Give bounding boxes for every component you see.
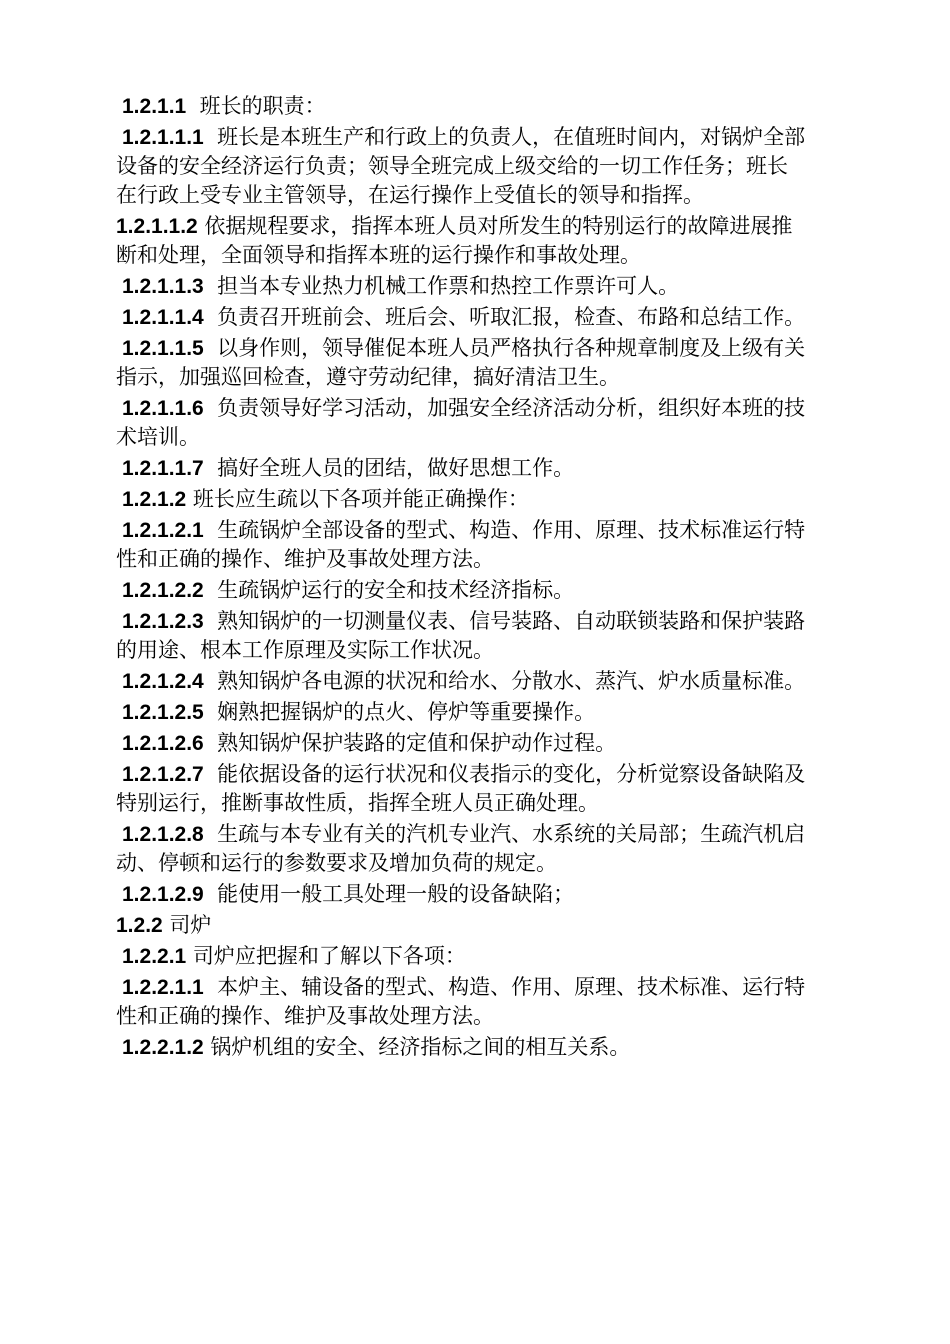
section-text: 生疏锅炉运行的安全和技术经济指标。 [217,578,575,602]
section-separator [204,518,217,542]
section-text: 生疏与本专业有关的汽机专业汽、水系统的关局部；生疏汽机启动、停顿和运行的参数要求及增加负荷的规定。 [116,822,806,875]
section-text: 以身作则，领导催促本班人员严格执行各种规章制度及上级有关指示，加强巡回检查，遵守劳动纪律，搞好清洁卫生。 [116,336,806,389]
section-paragraph [116,607,806,665]
section-number: 1.2.2.1.1 [122,976,204,999]
section-paragraph [116,576,806,605]
section-separator [204,822,217,846]
section-number: 1.2.2 [116,914,163,937]
section-number: 1.2.1.2.6 [122,732,204,755]
section-text: 班长是本班生产和行政上的负责人，在值班时间内，对锅炉全部设备的安全经济运行负责；领导全班完成上级交给的一切工作任务；班长在行政上受专业主管领导，在运行操作上受值长的领导和指挥。 [116,125,806,207]
section-text: 负责领导好学习活动，加强安全经济活动分析，组织好本班的技术培训。 [116,396,806,449]
section-number: 1.2.1.1.3 [122,275,204,298]
section-text: 熟知锅炉的一切测量仪表、信号装路、自动联锁装路和保护装路的用途、根本工作原理及实际工作状况。 [116,609,806,662]
section-separator [186,487,193,511]
section-number: 1.2.1.2.2 [122,579,204,602]
section-number: 1.2.2.1.2 [122,1036,204,1059]
section-paragraph [116,454,806,483]
section-number: 1.2.1.2.4 [122,670,204,693]
section-text: 锅炉机组的安全、经济指标之间的相互关系。 [210,1035,631,1059]
section-separator [204,669,217,693]
section-separator [204,882,217,906]
section-paragraph [116,334,806,392]
section-number: 1.2.1.1.1 [122,126,204,149]
section-text: 司炉 [169,913,212,937]
section-separator [204,762,217,786]
section-text: 能依据设备的运行状况和仪表指示的变化，分析觉察设备缺陷及特别运行，推断事故性质，指挥全班人员正确处理。 [116,762,806,815]
section-paragraph [116,760,806,818]
section-number: 1.2.1.2.5 [122,701,204,724]
section-text: 娴熟把握锅炉的点火、停炉等重要操作。 [217,700,596,724]
section-separator [204,975,217,999]
section-number: 1.2.1.1.6 [122,397,204,420]
section-paragraph [116,1033,806,1062]
section-text: 搞好全班人员的团结，做好思想工作。 [217,456,575,480]
section-separator [204,578,217,602]
section-paragraph [116,303,806,332]
section-paragraph [116,667,806,696]
section-paragraph [116,516,806,574]
section-separator [204,274,217,298]
section-paragraph [116,911,806,940]
section-separator [204,456,217,480]
section-text: 熟知锅炉保护装路的定值和保护动作过程。 [217,731,617,755]
section-paragraph [116,272,806,301]
section-separator [204,336,217,360]
section-number: 1.2.1.2.3 [122,610,204,633]
section-paragraph [116,212,806,270]
section-separator [204,700,217,724]
section-separator [204,731,217,755]
section-paragraph [116,880,806,909]
section-number: 1.2.1.1.7 [122,457,204,480]
section-text: 司炉应把握和了解以下各项： [192,944,466,968]
section-number: 1.2.1.1 [122,95,187,118]
section-paragraph [116,123,806,210]
section-separator [204,305,217,329]
section-number: 1.2.1.2 [122,488,187,511]
section-paragraph [116,729,806,758]
section-separator [186,94,199,118]
section-paragraph [116,820,806,878]
section-separator [204,396,217,420]
section-separator [204,609,217,633]
section-number: 1.2.1.1.4 [122,306,204,329]
section-number: 1.2.1.1.2 [116,215,198,238]
section-paragraph [116,973,806,1031]
section-text: 能使用一般工具处理一般的设备缺陷； [217,882,575,906]
section-text: 生疏锅炉全部设备的型式、构造、作用、原理、技术标准运行特性和正确的操作、维护及事故处理方法。 [116,518,806,571]
section-number: 1.2.1.2.7 [122,763,204,786]
section-text: 依据规程要求，指挥本班人员对所发生的特别运行的故障进展推断和处理，全面领导和指挥本班的运行操作和事故处理。 [116,214,793,267]
section-paragraph [116,394,806,452]
section-text: 负责召开班前会、班后会、听取汇报，检查、布路和总结工作。 [217,305,806,329]
section-paragraph [116,92,806,121]
section-text: 班长应生疏以下各项并能正确操作： [192,487,529,511]
section-separator [186,944,193,968]
section-number: 1.2.1.2.9 [122,883,204,906]
section-text: 担当本专业热力机械工作票和热控工作票许可人。 [217,274,680,298]
section-paragraph [116,942,806,971]
section-paragraph [116,485,806,514]
section-number: 1.2.1.1.5 [122,337,204,360]
section-separator [204,125,217,149]
section-number: 1.2.1.2.8 [122,823,204,846]
section-text: 熟知锅炉各电源的状况和给水、分散水、蒸汽、炉水质量标准。 [217,669,806,693]
document-page [116,92,806,1062]
section-text: 班长的职责： [199,94,326,118]
section-number: 1.2.2.1 [122,945,187,968]
section-number: 1.2.1.2.1 [122,519,204,542]
section-paragraph [116,698,806,727]
section-text: 本炉主、辅设备的型式、构造、作用、原理、技术标准、运行特性和正确的操作、维护及事故处理方法。 [116,975,806,1028]
